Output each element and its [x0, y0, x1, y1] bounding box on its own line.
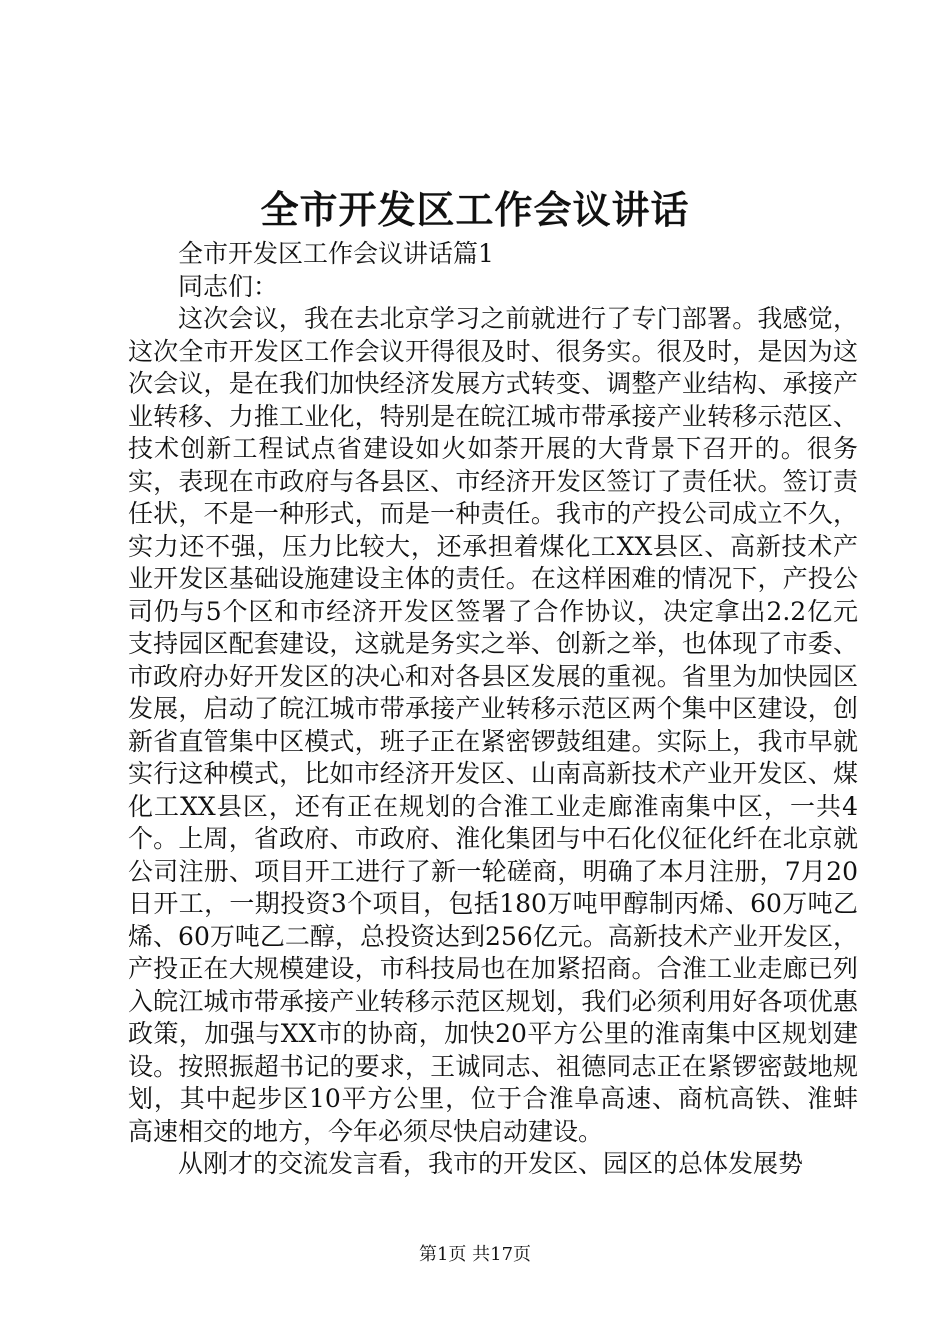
body-paragraph: 这次会议，我在去北京学习之前就进行了专门部署。我感觉，这次全市开发区工作会议开得很及时、很务实。很及时，是因为这次会议，是在我们加快经济发展方式转变、调整产业结构、承接产业转移、力推工业化，特别是在皖江城市带承接产业转移示范区、技术创新工程试点省建设如火如荼开展的大背景下召开的。很务实，表现在市政府与各县区、市经济开发区签订了责任状。签订责任状，不是一种形式，而是一种责任。我市的产投公司成立不久，实力还不强，压力比较大，还承担着煤化工XX县区、高新技术产业开发区基础设施建设主体的责任。在这样困难的情况下，产投公司仍与5个区和市经济开发区签署了合作协议，决定拿出2.2亿元支持园区配套建设，这就是务实之举、创新之举，也体现了市委、市政府办好开发区的决心和对各县区发展的重视。省里为加快园区发展，启动了皖江城市带承接产业转移示范区两个集中区建设，创新省直管集中区模式，班子正在紧密锣鼓组建。实际上，我市早就实行这种模式，比如市经济开发区、山南高新技术产业开发区、煤化工XX县区，还有正在规划的合淮工业走廊淮南集中区，一共4个。上周，省政府、市政府、淮化集团与中石化仪征化纤在北京就公司注册、项目开工进行了新一轮磋商，明确了本月注册，7月20日开工，一期投资3个项目，包括180万吨甲醇制丙烯、60万吨乙烯、60万吨乙二醇，总投资达到256亿元。高新技术产业开发区，产投正在大规模建设，市科技局也在加紧招商。合淮工业走廊已列入皖江城市带承接产业转移示范区规划，我们必须利用好各项优惠政策，加强与XX市的协商，加快20平方公里的淮南集中区规划建设。按照振超书记的要求，王诚同志、祖德同志正在紧锣密鼓地规划，其中起步区10平方公里，位于合淮阜高速、商杭高铁、淮蚌高速相交的地方，今年必须尽快启动建设。: [128, 304, 858, 1146]
page-number-footer: 第1页 共17页: [418, 1244, 532, 1265]
body-paragraph: 从刚才的交流发言看，我市的开发区、园区的总体发展势: [178, 1149, 804, 1178]
salutation: 同志们：: [178, 271, 279, 301]
section-heading: 全市开发区工作会议讲话篇1: [178, 239, 494, 268]
document-title: 全市开发区工作会议讲话: [260, 187, 690, 232]
document-body: [128, 238, 858, 1181]
